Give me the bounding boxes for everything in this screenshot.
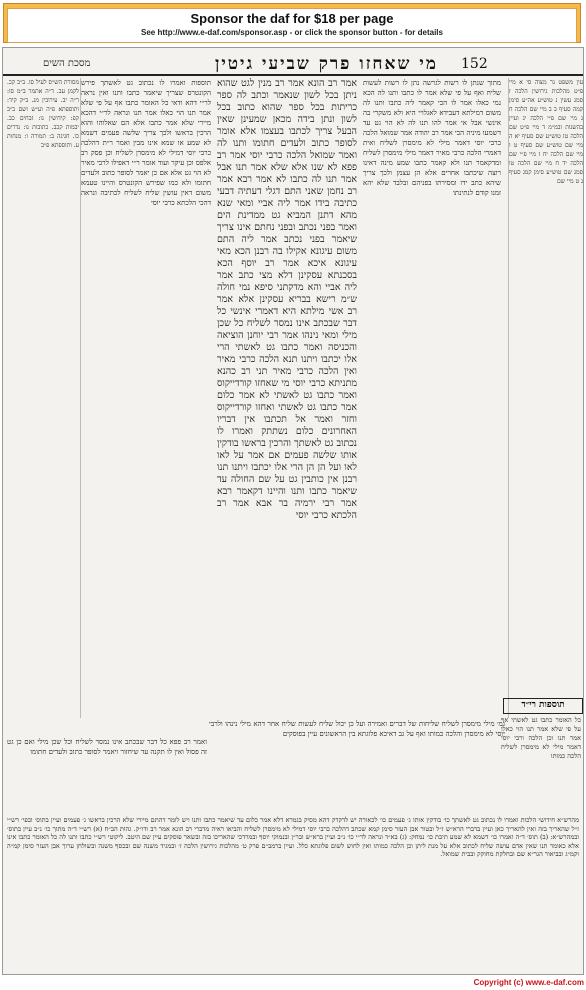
tosafot-lower-column: ואמר רב פפא כל דבר שבכתב אינו נמסר לשליח וכל שכן מילי ואם כן גט זה פסול ואין לו תקנה עד שיחזור ויאמר לסופר כתוב ולעדים חתומו (7, 738, 207, 756)
rashi-column: מתוך שנתן לו רשות לגרשה נתן לו רשות לעשות שליח ואף על פי שלא אמר לו כתבו ותנו לה הכא נמי כאלו אמר לו הכי קאמר ליה כתבו ותנו לה משום דמילתא דעבידא לאגלויי היא ולא משקרי בה אינשי אבל אי אמר להו תנו לה לא הוי גט עד דשמעו מיניה הכי אמר רב יהודה אמר שמואל הלכה כרבי יוסי דאמר מילי לא מימסרן לשליח ואית דאמרי הלכה כרבי מאיר דאמר מילי מימסרן לשליח ומדקאמר תנו ולא קאמר כתבו שמע מינה דאינו רוצה שיכתבו אחרים אלא הן עצמן ולכך צריך שיהא כתב ידו ומסירתו בפניהם ובלבד שלא יהא זמנו קודם לנתינתו (363, 79, 501, 197)
ein-mishpat-column: עין משפט נר מצוה סי א מיי פ״ט מהלכות גירושין הלכה ז סמג עשין נ טוש״ע אה״ע סימן קמה סעיף ב ב מיי שם הלכה ח ג מיי שם פ״י הלכה יג ועיין בהשגות ובמ״מ ד מיי פ״ט שם הלכה טז טוש״ע שם סעיף יא ה מיי שם טוש״ע שם סעיף ט ו מיי שם הלכה יח ז מיי פ״י שם הלכה יד ח מיי שם הלכה טו סמג שם טוש״ע סימן קמג סעיף ג ט מיי שם (509, 79, 583, 185)
masoret-hashas-column: מסורת הש״ס לעיל סו. ב״ב קכ. לקמן עב. ד״ה אתמר ב״מ סו: ר״ה יב. עירובין מג. ב״ק קיד: ותוספתא פ״ה וע״ש ושם ב״ב קפ: קידושין נו: זבחים כב. יבמות קכב. כתובות נו: נדרים כו. חגיגה ב: תמורה ו: מנחות ע. ותוספתא פ״ב (7, 79, 79, 149)
gemara-column: אמר רב הונא אמר רב מנין לגט שהוא ניתן בכל לשון שנאמר וכתב לה ספר כריתות בכל ספר שהוא כתוב בכל לשון ונתן בידה מכאן שמעינן שאין הבעל צריך לכתבו בעצמו אלא אומר לסופר כתוב ולעדים חתומו ותנו לה ואמר שמואל הלכה כרבי יוסי אמר רב פפא לא שנו אלא שלא אמר תנו אבל אמר תנו לה כתבו לא אמר רבא אמר רב נחמן שאני התם דגלי דעתיה דבעי כתיבה בידו אמר ליה אביי ומאי שנא מהא דתנן המביא גט ממדינת הים ואמר בפני נכתב ובפני נחתם אינו צריך שיאמר בפני נכתב אמר ליה התם משום עיגונא אקילו בה רבנן הכא מאי עיגונא איכא אמר רב יוסף הכא בסכנתא עסקינן דלא מצי כתב אמר ליה אביי והא מדקתני סיפא נמי חולה ש״מ רישא בבריא עסקינן אלא אמר רב אשי מילתא היא דאמרי אינשי כל דבר שבכתב אינו נמסר לשליח כל שכן מילי ומאי נינהו אמר רבי יוחנן הוציאה והכניסה ואמר כתבו גט לאשתי הרי אלו יכתבו ויתנו תנא הלכה כרבי מאיר ואין הלכה כרבי מאיר תני רב כהנא מתניתא כרבי יוסי מי שאחזו קורדייקוס ואמר כתבו גט לאשתי לא אמר כלום אמר כתבו גט לאשתי ואחזו קורדייקוס וחזר ואמר אל תכתבו אין דבריו האחרונים כלום נשתתק ואמרו לו נכתוב גט לאשתך והרכין בראשו בודקין אותו שלשה פעמים אם אמר על לאו לאו ועל הן הן הרי אלו יכתבו ויתנו תנו רבנן אין כותבין גט על שם החולה עד שיאמר כתבו ותנו והיינו דקאמר רבא אמר רבי ירמיה בר אבא אמר רב הלכתא כרבי יוסי (217, 78, 357, 521)
sponsor-banner[interactable] (3, 3, 581, 43)
chapter-title: מי שאחזו פרק שביעי גיטין (215, 54, 438, 74)
talmud-page (2, 47, 584, 975)
page-number: 152 (461, 56, 488, 72)
tosafot-column: תוספות ואמרו לו נכתוב גט לאשתך פירש הקונטרס שצריך שיאמר כתבו ותנו ואין נראה לר״י דהא ודאי כל האומר כתבו אף על פי שלא אמר תנו הוי כאלו אמר תנו ונראה לר״י דהכא מיירי שלא אמר כתבו אלא הם שאלוהו והוא הרכין בראשו ולכך צריך שלשה פעמים דשמא לא שמע או שמא אינו מבין ואמר ר״ת דהלכה כרבי יוסי דמילי לא מימסרן לשליח וכן פסק רב אלפס וכן עיקר ועוד אומר ר״י דאפילו לרבי מאיר לא הוי גט אלא אם כן יאמר לסופר כתוב ולעדים חתומו ולא כמו שפירש הקונטרס והיינו טעמא משום דאין עושין שליח לשליח לכתיבה ונראה דהכי הלכתא כרבי יוסי (81, 79, 211, 207)
rashi-lower-column: גמ׳ מילי מימסרן לשליח שליחות של דברים ואמירה ועל כן יכול שליח לעשות שליח אחר דהא מילי נינהו ולרבי יוסי לא מימסרן והלכה כמותו ואף על גב דאיכא פלוגתא בין הראשונים עיין בפוסקים (209, 720, 505, 738)
page-header (3, 54, 583, 74)
tosafot-rid-heading: תוספות רי״ד (503, 698, 583, 714)
column-divider (508, 78, 509, 718)
sponsor-title: Sponsor the daf for $18 per page (190, 11, 394, 26)
header-rule (3, 74, 583, 76)
tosafot-rid-column: כל האומר כתבו גט לאשתי אף על פי שלא אמר תנו הוי כאלו אמר תנו וכן הלכה ורבי יוסי דאמר מילי לא מימסרן לשליח הלכה כמותו (501, 716, 581, 760)
bottom-commentary: מהרש״א חידושי הלכות ואמרו לו נכתוב גט לאשתך כו׳ בודקין אותו ג׳ פעמים כו׳ לכאורה יש לדקדק דהא מסיק בגמרא דלא אמר כלום עד שיאמר כתבו ותנו ויש לומר דהתם מיירי שלא הרכין בראשו ג׳ פעמים ועיין בתוס׳ ובפי׳ רש״י ז״ל שהאריך בזה ואין להאריך כאן ועיין בדברי הרא״ש ז״ל ובטור אבן העזר סימן קמא שכתב דהלכה כרבי יוסי דמילי לא מימסרן לשליח והביאו ראיה מדברי רב הונא אמר רב ודו״ק. גהות הב״ח (א) רש״י ד״ה מתוך כו׳ נ״ב עיין בתוס׳ ובמהרש״א: (ב) תוס׳ ד״ה ואמרו כו׳ דשמא לא שמע תיבת כו׳ נמחק: (ג) בא״ד ונראה לר״י כו׳ נ״ב ועיין ברא״ש ובר״ן ובנמוקי יוסף ובמרדכי שהאריכו בזה ובשאר פוסקים עיין שם היטב. ליקוטי רש״י כתבו ותנו לה כל האומר כתבו אינו אלא כאומר תנו שאין אדם עושה שליח לכתוב אלא על מנת ליתן וכן הלכה כמותו ואין לחוש לשום פלוגתא כלל. ועיין ברמב״ם פרק ט׳ מהלכות גירושין הלכה ז׳ ובמגיד משנה שם ובכסף משנה ובשולחן ערוך אבן העזר סימן קמ״ה וקמ״ג ובביאור הגר״א שם ובחלקת מחוקק ובבית שמואל. (7, 816, 579, 859)
sponsor-subtitle: See http://www.e-daf.com/sponsor.asp - or click the sponsor button - for details (141, 28, 443, 37)
column-divider (80, 78, 81, 718)
tractate-label: מסכת השים (43, 58, 91, 69)
copyright-link[interactable]: Copyright (c) www.e-daf.com (473, 978, 584, 987)
sponsor-banner-inner[interactable] (7, 8, 577, 43)
